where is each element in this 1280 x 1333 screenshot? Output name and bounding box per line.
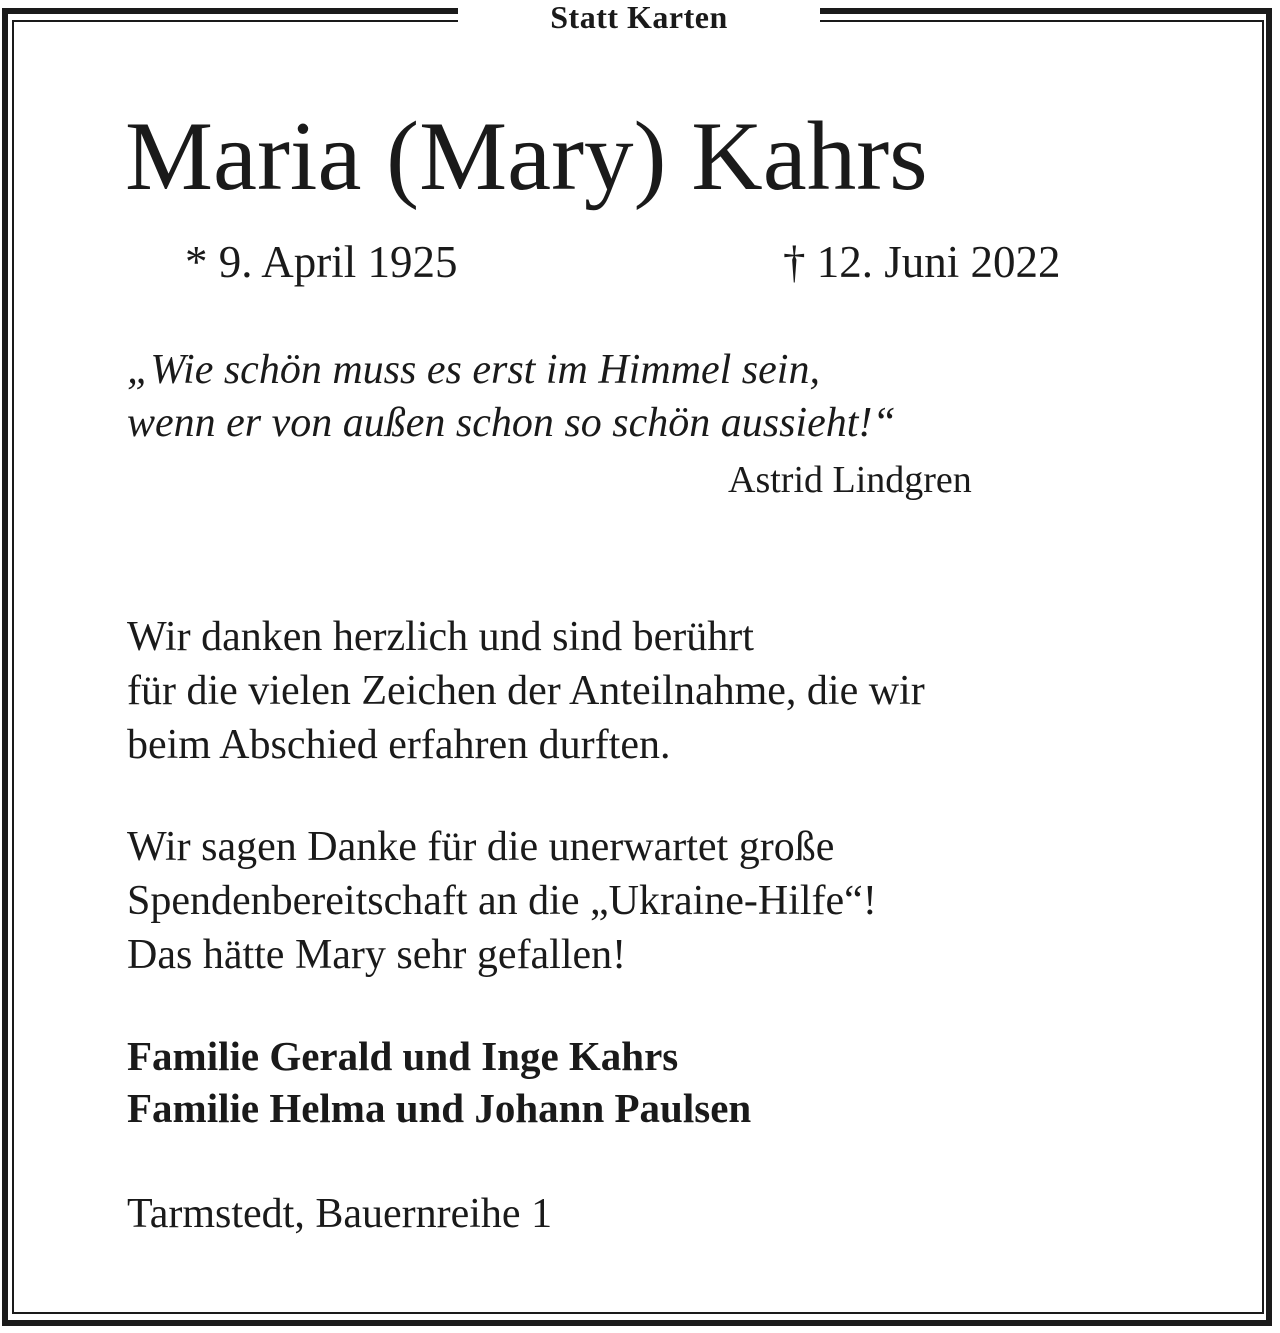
quote-author: Astrid Lindgren	[728, 459, 972, 501]
quote	[127, 344, 896, 450]
address: Tarmstedt, Bauernreihe 1	[127, 1191, 553, 1237]
birth-date: * 9. April 1925	[185, 237, 458, 287]
signatures	[127, 1030, 751, 1134]
donation-paragraph	[127, 820, 877, 982]
thanks-paragraph	[127, 610, 925, 772]
paragraph-line: Wir danken herzlich und sind berührt	[127, 614, 754, 660]
header-label: Statt Karten	[550, 0, 728, 35]
quote-line: wenn er von außen schon so schön aussieht!“	[127, 400, 896, 446]
death-date: † 12. Juni 2022	[783, 237, 1061, 287]
paragraph-line: Wir sagen Danke für die unerwartet große	[127, 824, 835, 870]
deceased-name: Maria (Mary) Kahrs	[125, 102, 928, 211]
quote-line: „Wie schön muss es erst im Himmel sein,	[127, 347, 820, 393]
signature-line: Familie Gerald und Inge Kahrs	[127, 1033, 679, 1079]
paragraph-line: Das hätte Mary sehr gefallen!	[127, 932, 627, 978]
paragraph-line: Spendenbereitschaft an die „Ukraine-Hilfe“!	[127, 878, 877, 924]
paragraph-line: für die vielen Zeichen der Anteilnahme, die wir	[127, 668, 925, 714]
signature-line: Familie Helma und Johann Paulsen	[127, 1085, 752, 1131]
paragraph-line: beim Abschied erfahren durften.	[127, 722, 671, 768]
